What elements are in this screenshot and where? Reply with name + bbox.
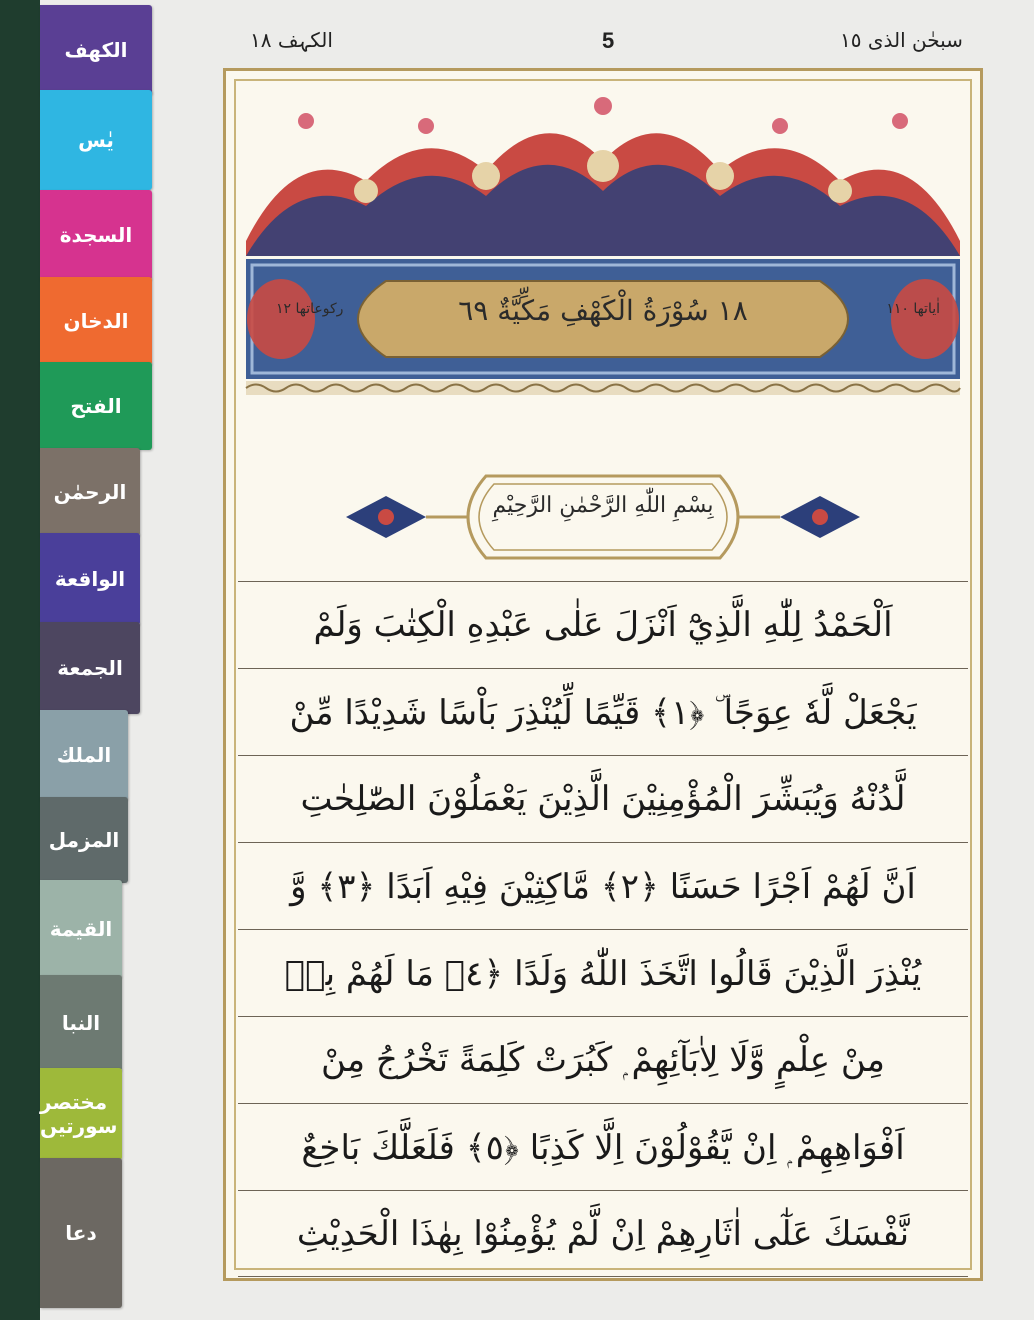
verse-line: مِنْ عِلْمٍ وَّلَا لِاٰبَآئِهِمْ ۭ كَبُرَتْ كَلِمَةً تَخْرُجُ مِنْ [238,1016,968,1103]
tab-surah-4[interactable]: الدخان [40,277,152,365]
tab-surah-5[interactable]: الفتح [40,362,152,450]
braid-band [246,381,960,395]
bismillah-text: بِسْمِ اللّٰهِ الرَّحْمٰنِ الرَّحِيْمِ [492,493,714,518]
tab-surah-10[interactable]: المزمل [40,797,128,883]
index-tabs [0,0,160,1320]
tab-surah-13[interactable]: مختصر سورتیں [40,1068,122,1160]
tab-surah-6[interactable]: الرحمٰن [40,448,140,536]
verse-line: اَلْحَمْدُ لِلّٰهِ الَّذِيْٓ اَنْزَلَ عَلٰى عَبْدِهِ الْكِتٰبَ وَلَمْ [238,581,968,668]
ayat-count: اٰياتها ١١٠ [886,301,940,317]
tab-surah-14[interactable]: دعا [40,1158,122,1308]
verse-line: اَنَّ لَهُمْ اَجْرًا حَسَنًا ﴿٢﴾ مَّاكِثِيْنَ فِيْهِ اَبَدًا ﴿٣﴾ وَّ [238,842,968,929]
surah-title: ١٨ سُوْرَةُ الْكَهْفِ مَكِّيَّةٌ ٦٩ [458,294,748,327]
tab-surah-9[interactable]: الملك [40,710,128,800]
verse-line: لَّدُنْهُ وَيُبَشِّرَ الْمُؤْمِنِيْنَ الَّذِيْنَ يَعْمَلُوْنَ الصّٰلِحٰتِ [238,755,968,842]
tab-surah-2[interactable]: یٰس [40,90,152,190]
tab-surah-1[interactable]: الکھف [40,5,152,95]
tab-surah-7[interactable]: الواقعة [40,533,140,625]
verse-line: اَفْوَاهِهِمْ ۭ اِنْ يَّقُوْلُوْنَ اِلَّا كَذِبًا ﴿٥﴾ فَلَعَلَّكَ بَاخِعٌ [238,1103,968,1190]
verse-line: يَجْعَلْ لَّهٗ عِوَجًا ۜ ﴿١﴾ قَيِّمًا لِّيُنْذِرَ بَاْسًا شَدِيْدًا مِّنْ [238,668,968,755]
surah-reference: الکہف ١٨ [250,28,333,52]
verse-line: يُنْذِرَ الَّذِيْنَ قَالُوا اتَّخَذَ اللّٰهُ وَلَدًا ﴿٤﴾ مَا لَهُمْ بِهٖ [238,929,968,1016]
tab-surah-11[interactable]: القيمة [40,880,122,978]
tab-surah-3[interactable]: السجدة [40,190,152,280]
page-number: 5 [602,28,615,53]
para-name: سبحٰن الذی ١٥ [840,28,963,52]
verse-line: نَّفْسَكَ عَلٰٓى اٰثَارِهِمْ اِنْ لَّمْ يُؤْمِنُوْا بِهٰذَا الْحَدِيْثِ [238,1190,968,1277]
ruku-count: ركوعاتها ١٢ [276,301,344,317]
tab-surah-12[interactable]: النبا [40,975,122,1071]
page-frame [223,68,983,1281]
illumination-ornament [236,81,970,451]
tab-surah-8[interactable]: الجمعة [40,622,140,714]
verse-lines [238,581,968,1277]
